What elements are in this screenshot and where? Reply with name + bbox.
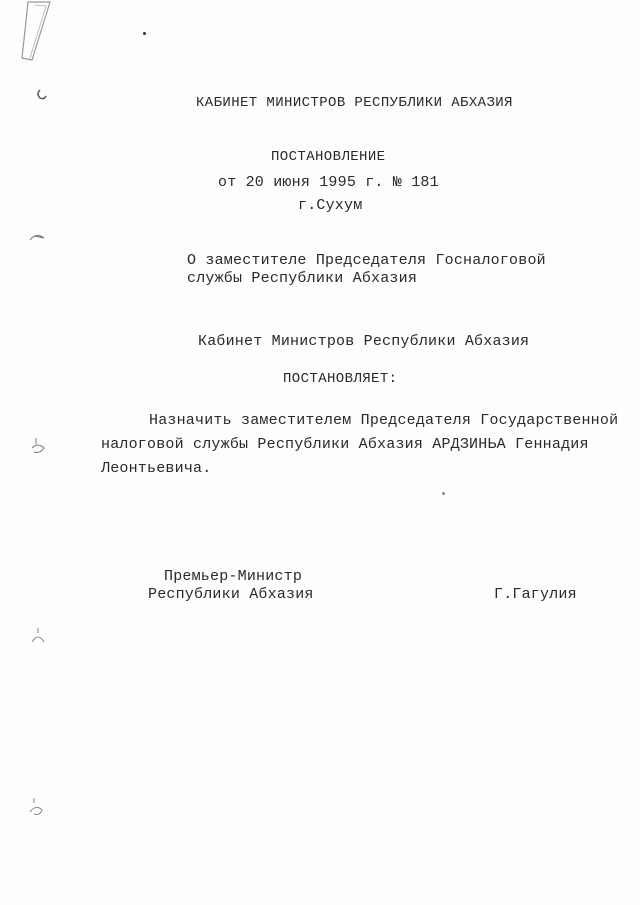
signatory-name: Г.Гагулия <box>494 586 577 603</box>
punch-mark-3 <box>28 626 52 648</box>
date-and-number: от 20 июня 1995 г. № 181 <box>218 174 439 191</box>
subject-line-1: О заместителе Председателя Госналоговой <box>187 252 546 269</box>
document-type: ПОСТАНОВЛЕНИЕ <box>271 149 386 165</box>
dust-dot <box>442 492 445 495</box>
org-title: КАБИНЕТ МИНИСТРОВ РЕСПУБЛИКИ АБХАЗИЯ <box>196 95 513 111</box>
body-line-1: Назначить заместителем Председателя Государственной <box>149 412 619 429</box>
punch-mark-2 <box>28 436 52 458</box>
city: г.Сухум <box>298 197 363 214</box>
signatory-title-line-1: Премьер-Министр <box>164 568 303 585</box>
subject-line-2: службы Республики Абхазия <box>187 270 418 287</box>
body-line-2: налоговой службы Республики Абхазия АРДЗИНЬА Геннадия <box>101 436 589 453</box>
signatory-title-line-2: Республики Абхазия <box>148 586 314 603</box>
scan-mark-top-left <box>10 0 70 110</box>
punch-mark-4 <box>26 796 50 818</box>
issuer: Кабинет Министров Республики Абхазия <box>198 333 530 350</box>
resolves-heading: ПОСТАНОВЛЯЕТ: <box>283 371 398 387</box>
body-line-3: Леонтьевича. <box>101 460 212 477</box>
punch-mark-1 <box>28 228 52 244</box>
dust-dot <box>143 32 146 35</box>
